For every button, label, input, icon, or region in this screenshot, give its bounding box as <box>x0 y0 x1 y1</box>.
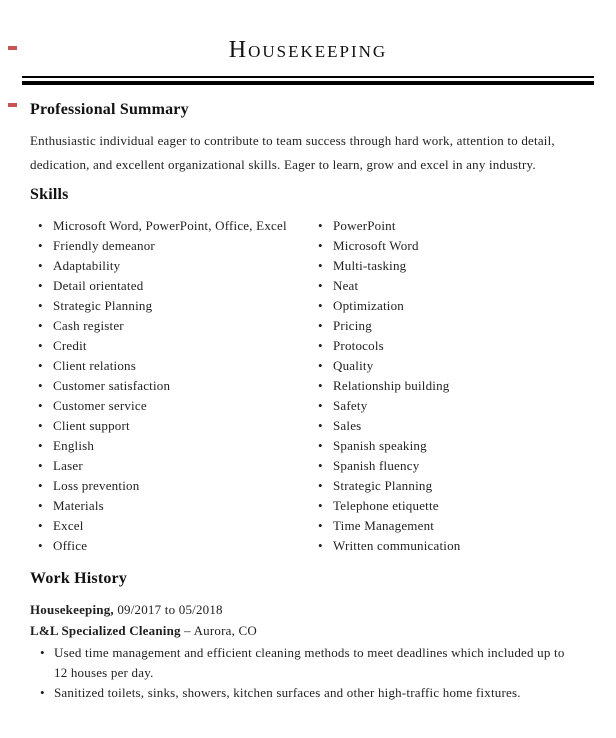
skill-item: • Spanish fluency <box>318 456 586 476</box>
skills-column-left <box>30 216 318 556</box>
skill-item: • Quality <box>318 356 586 376</box>
skill-item: • Strategic Planning <box>38 296 318 316</box>
skill-item: • English <box>38 436 318 456</box>
job-bullet-list <box>30 643 586 703</box>
skill-item: • Loss prevention <box>38 476 318 496</box>
skill-item: • PowerPoint <box>318 216 586 236</box>
job-title-line <box>30 599 586 620</box>
skill-item: • Office <box>38 536 318 556</box>
job-dates: 09/2017 to 05/2018 <box>113 602 223 617</box>
skills-column-right <box>318 216 586 556</box>
job-location: – Aurora, CO <box>180 623 257 638</box>
skill-item: • Optimization <box>318 296 586 316</box>
skills-heading: Skills <box>30 186 69 203</box>
job-company: L&L Specialized Cleaning <box>30 623 181 638</box>
skill-item: • Multi-tasking <box>318 256 586 276</box>
professional-summary-text: Enthusiastic individual eager to contribute to team success through hard work, attention to detail, dedication, and excellent organizational skills. Eager to learn, grow and excel in any industry. <box>30 133 555 172</box>
skill-item: • Detail orientated <box>38 276 318 296</box>
skill-item: • Materials <box>38 496 318 516</box>
skill-item: • Safety <box>318 396 586 416</box>
skill-item: • Protocols <box>318 336 586 356</box>
work-history-heading: Work History <box>30 570 128 587</box>
skill-item: • Time Management <box>318 516 586 536</box>
skill-item: • Credit <box>38 336 318 356</box>
job-company-line <box>30 620 586 641</box>
job-title: Housekeeping, <box>30 602 114 617</box>
red-artifact-mark <box>8 46 17 50</box>
job-bullet: • Used time management and efficient cleaning methods to meet deadlines which included up to 12 houses per day. <box>40 643 572 683</box>
document-body <box>0 102 616 703</box>
skill-item: • Friendly demeanor <box>38 236 318 256</box>
skill-item: • Laser <box>38 456 318 476</box>
skill-item: • Excel <box>38 516 318 536</box>
skill-item: • Pricing <box>318 316 586 336</box>
skills-columns <box>30 216 586 556</box>
skill-item: • Customer satisfaction <box>38 376 318 396</box>
skill-item: • Customer service <box>38 396 318 416</box>
skill-item: • Microsoft Word, PowerPoint, Office, Excel <box>38 216 318 236</box>
professional-summary-heading: Professional Summary <box>30 101 189 118</box>
page-title: Housekeeping <box>228 37 388 63</box>
skill-item: • Adaptability <box>38 256 318 276</box>
skill-item: • Microsoft Word <box>318 236 586 256</box>
skill-item: • Neat <box>318 276 586 296</box>
skill-item: • Spanish speaking <box>318 436 586 456</box>
red-artifact-mark <box>8 103 17 107</box>
skill-item: • Cash register <box>38 316 318 336</box>
skill-item: • Sales <box>318 416 586 436</box>
job-bullet: • Sanitized toilets, sinks, showers, kitchen surfaces and other high-traffic home fixtures. <box>40 683 572 703</box>
skill-item: • Relationship building <box>318 376 586 396</box>
skill-item: • Written communication <box>318 536 586 556</box>
skill-item: • Strategic Planning <box>318 476 586 496</box>
skill-item: • Client relations <box>38 356 318 376</box>
skill-item: • Telephone etiquette <box>318 496 586 516</box>
double-rule-divider <box>22 76 594 85</box>
work-history-entry <box>30 599 586 703</box>
skill-item: • Client support <box>38 416 318 436</box>
